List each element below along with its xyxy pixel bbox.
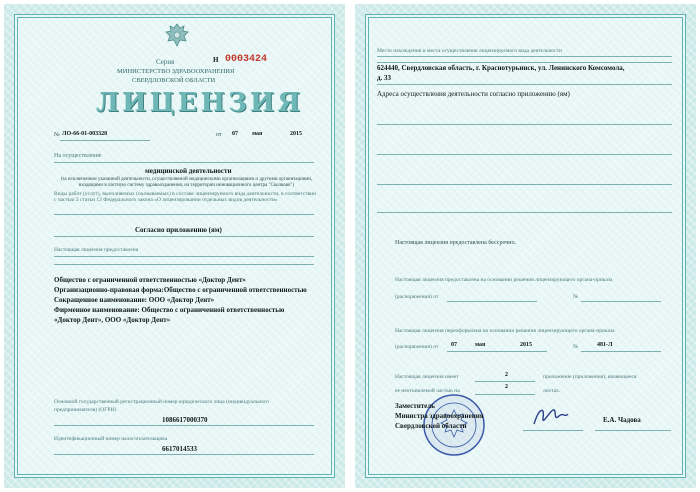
series-letter: Н — [213, 56, 219, 64]
per-appendix-text: Согласно приложению (ям) — [135, 226, 222, 234]
license-title: ЛИЦЕНЗИЯ — [96, 88, 304, 118]
order-text: Настоящая лицензия предоставлена на основании решения лицензирующего органа-приказа — [395, 277, 613, 283]
license-number: ЛО-66-01-003328 — [62, 131, 108, 137]
sheets-suffix: листах. — [543, 388, 561, 394]
reissue-text: Настоящая лицензия переоформлена на основании решения лицензирующего органа-приказа — [395, 328, 615, 334]
signer-position-3: Свердловской области — [395, 422, 467, 430]
on-activity-label: На осуществление — [54, 153, 102, 159]
series-label: Серия — [156, 58, 175, 66]
appendix-text: Настоящая лицензия имеет — [395, 374, 459, 380]
license-month: мая — [252, 131, 263, 137]
appendix-suffix: приложение (приложения), являющееся — [543, 374, 637, 380]
reissue-day: 07 — [451, 342, 457, 348]
ogrn-label-1: Основной государственный регистрационный номер юридического лица (индивидуального — [54, 399, 269, 405]
term-text: Настоящая лицензия предоставлена бессрочно. — [395, 240, 517, 246]
reissue-month: мая — [475, 342, 486, 348]
brand-name-line-1: Фирменное наименование: Общество с ограниченной ответственностью — [54, 306, 285, 314]
short-name: Сокращенное наименование: ООО «Доктор Дент» — [54, 296, 215, 304]
ogrn-label-2: предпринимателя) (ОГРН) — [54, 407, 117, 413]
signer-position-2: Министра здравоохранения — [395, 412, 484, 420]
sheets-count: 2 — [505, 384, 508, 390]
reissue-year: 2015 — [520, 342, 532, 348]
inn-value: 6617014533 — [162, 445, 197, 453]
order-no-label: № — [573, 294, 579, 300]
number-prefix: № — [54, 132, 60, 138]
date-from-label: от — [216, 132, 222, 138]
signer-name: Е.А. Чадова — [603, 416, 641, 424]
series-number: 0003424 — [225, 54, 268, 65]
ministry-line-1: МИНИСТЕРСТВО ЗДРАВООХРАНЕНИЯ — [117, 68, 235, 75]
org-name: Общество с ограниченной ответственностью «Доктор Дент» — [54, 276, 246, 284]
reissue-number: 481-Л — [597, 342, 613, 348]
sheets-text: ее неотъемлемой частью на — [395, 388, 460, 394]
reissue-no-label: № — [573, 344, 579, 350]
works-text: Виды работ (услуг), выполняемых (оказываемых) в составе лицензируемого вида деятельности, в соответствии с частью 2 статьи 12 Федерального закона «О лицензировании отдельных видов деятельности» — [54, 191, 317, 204]
location-label: Место нахождения и места осуществления лицензируемого вида деятельности — [377, 48, 562, 54]
reissue-sub: (распоряжения) от — [395, 344, 439, 350]
activity-note: (за исключением указанной деятельности, осуществляемой медицинскими организациями и другими организациями, входящими в частную систему здравоохранения, на территории инновационного центра "Сколково") — [60, 177, 313, 188]
license-back-page — [355, 4, 696, 488]
ministry-line-2: СВЕРДЛОВСКОЙ ОБЛАСТИ — [132, 77, 216, 84]
appendix-count: 2 — [505, 372, 508, 378]
ogrn-value: 1086617000370 — [162, 416, 208, 424]
activity-name: медицинской деятельности — [145, 167, 232, 175]
signer-position-1: Заместитель — [395, 402, 435, 410]
coat-of-arms-icon — [164, 22, 190, 48]
address-line-1: 624440, Свердловская область, г. Краснотурьинск, ул. Ленинского Комсомола, — [377, 64, 625, 72]
signature-icon — [531, 402, 571, 430]
order-sub: (распоряжения) от — [395, 294, 439, 300]
address-line-2: д. 33 — [377, 74, 392, 82]
activity-address-label: Адреса осуществления деятельности согласно приложению (ям) — [377, 90, 570, 98]
inn-label: Идентификационный номер налогоплательщика — [54, 436, 168, 442]
license-front-page — [4, 4, 345, 488]
license-year: 2015 — [290, 131, 302, 137]
legal-form: Организационно-правовая форма:Общество с ограниченной ответственностью — [54, 286, 307, 294]
license-day: 07 — [232, 131, 238, 137]
brand-name-line-2: «Доктор Дент», ООО «Доктор Дент» — [54, 316, 171, 324]
granted-label: Настоящая лицензия предоставлена — [54, 247, 139, 253]
